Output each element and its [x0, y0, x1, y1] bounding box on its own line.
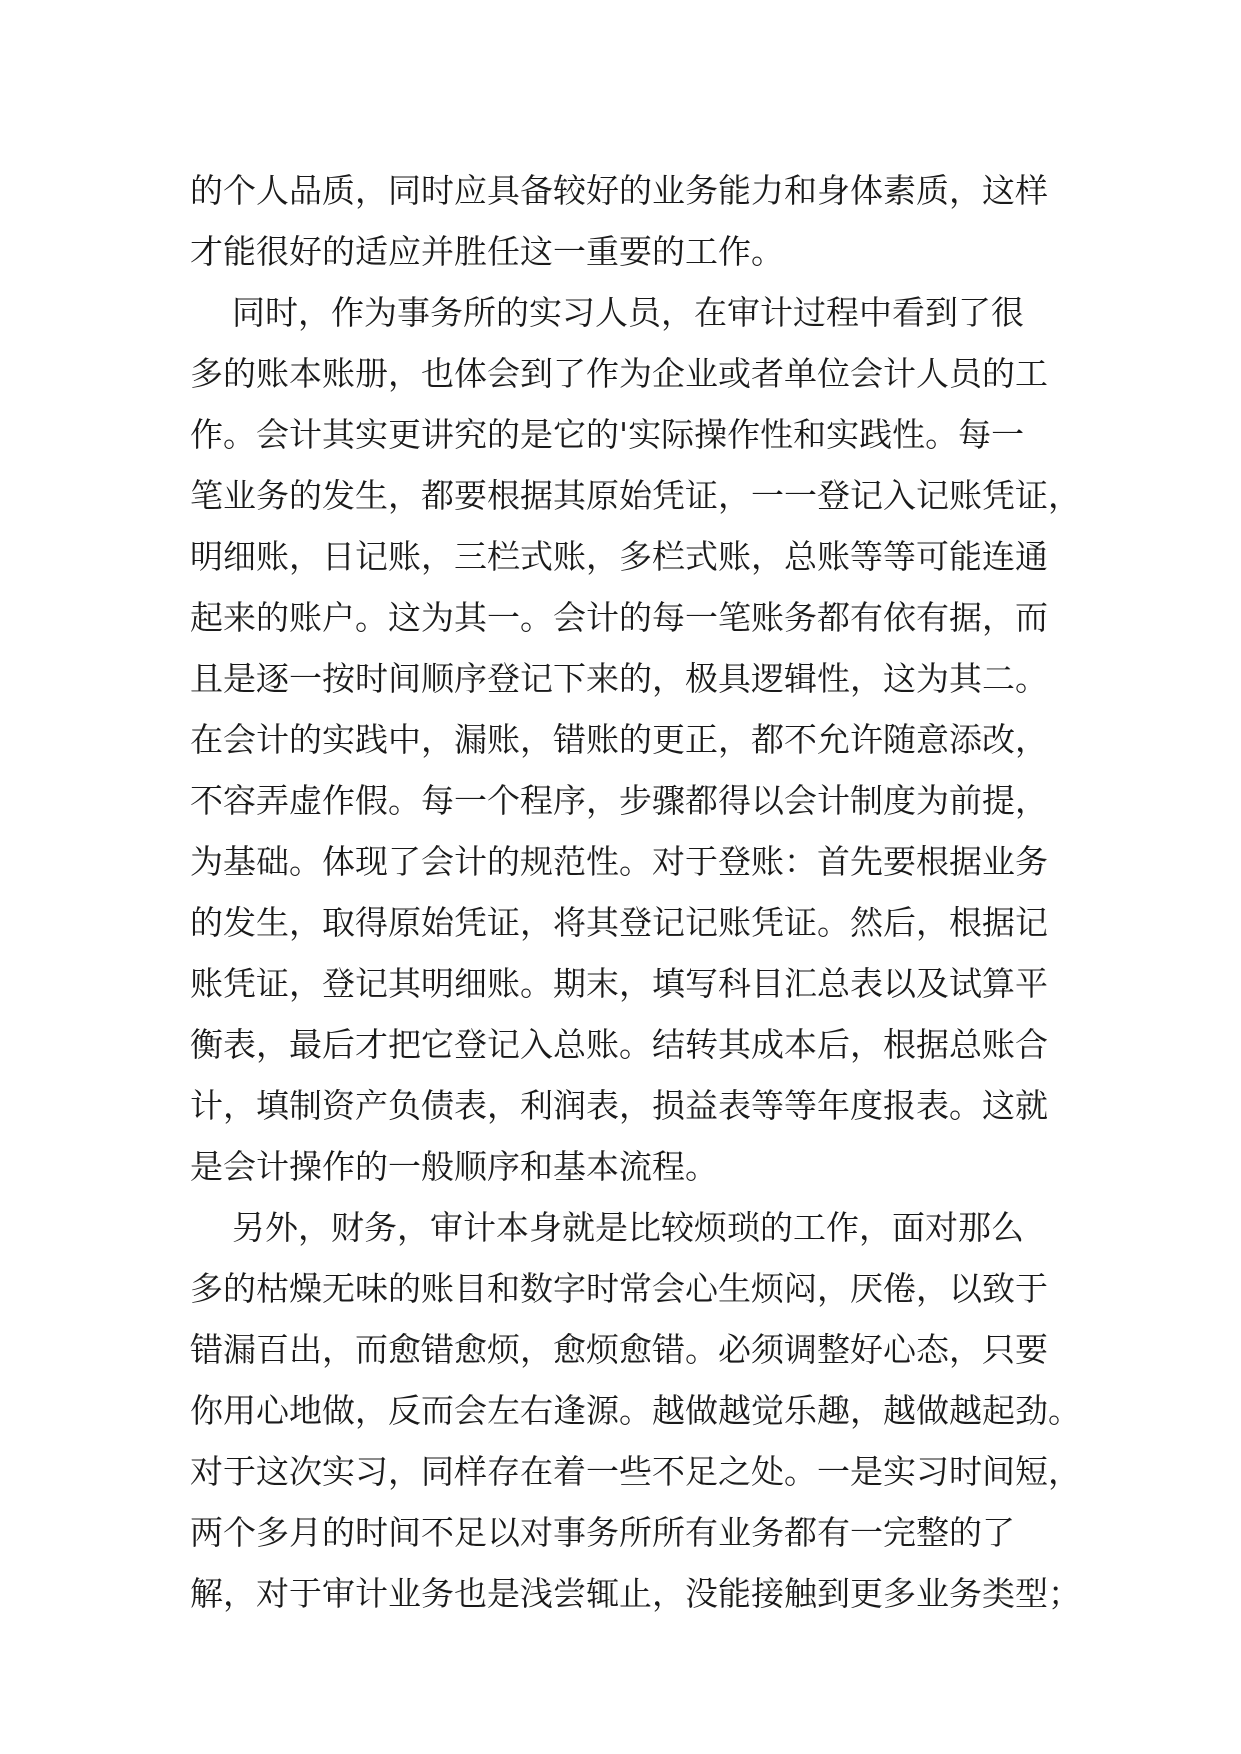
text-line: 不容弄虚作假。每一个程序，步骤都得以会计制度为前提， — [190, 781, 1048, 820]
text-line: 的发生，取得原始凭证，将其登记记账凭证。然后，根据记 — [190, 903, 1048, 942]
body-text — [190, 160, 1110, 1624]
text-line: 衡表，最后才把它登记入总账。结转其成本后，根据总账合 — [190, 1025, 1048, 1064]
text-line: 同时，作为事务所的实习人员，在审计过程中看到了很 — [190, 293, 1024, 332]
text-line: 笔业务的发生，都要根据其原始凭证，一一登记入记账凭证， — [190, 476, 1081, 515]
text-line: 多的账本账册，也体会到了作为企业或者单位会计人员的工 — [190, 354, 1048, 393]
text-line: 对于这次实习，同样存在着一些不足之处。一是实习时间短， — [190, 1452, 1081, 1491]
text-line: 计，填制资产负债表，利润表，损益表等等年度报表。这就 — [190, 1086, 1048, 1125]
text-line: 在会计的实践中，漏账，错账的更正，都不允许随意添改， — [190, 720, 1048, 759]
text-line: 且是逐一按时间顺序登记下来的，极具逻辑性，这为其二。 — [190, 659, 1048, 698]
text-line: 错漏百出，而愈错愈烦，愈烦愈错。必须调整好心态，只要 — [190, 1330, 1048, 1369]
text-line: 的个人品质，同时应具备较好的业务能力和身体素质，这样 — [190, 171, 1048, 210]
text-line: 多的枯燥无味的账目和数字时常会心生烦闷，厌倦，以致于 — [190, 1269, 1048, 1308]
text-line: 为基础。体现了会计的规范性。对于登账：首先要根据业务 — [190, 842, 1048, 881]
text-line: 明细账，日记账，三栏式账，多栏式账，总账等等可能连通 — [190, 537, 1048, 576]
text-line: 才能很好的适应并胜任这一重要的工作。 — [190, 232, 784, 271]
text-line: 解，对于审计业务也是浅尝辄止，没能接触到更多业务类型； — [190, 1574, 1081, 1613]
text-line: 账凭证，登记其明细账。期末，填写科目汇总表以及试算平 — [190, 964, 1048, 1003]
text-line: 是会计操作的一般顺序和基本流程。 — [190, 1147, 718, 1186]
text-line: 两个多月的时间不足以对事务所所有业务都有一完整的了 — [190, 1513, 1015, 1552]
text-line: 你用心地做，反而会左右逢源。越做越觉乐趣，越做越起劲。 — [190, 1391, 1081, 1430]
text-line: 另外，财务，审计本身就是比较烦琐的工作，面对那么 — [190, 1208, 1024, 1247]
text-line: 作。会计其实更讲究的是它的'实际操作性和实践性。每一 — [190, 415, 1025, 454]
text-line: 起来的账户。这为其一。会计的每一笔账务都有依有据，而 — [190, 598, 1048, 637]
